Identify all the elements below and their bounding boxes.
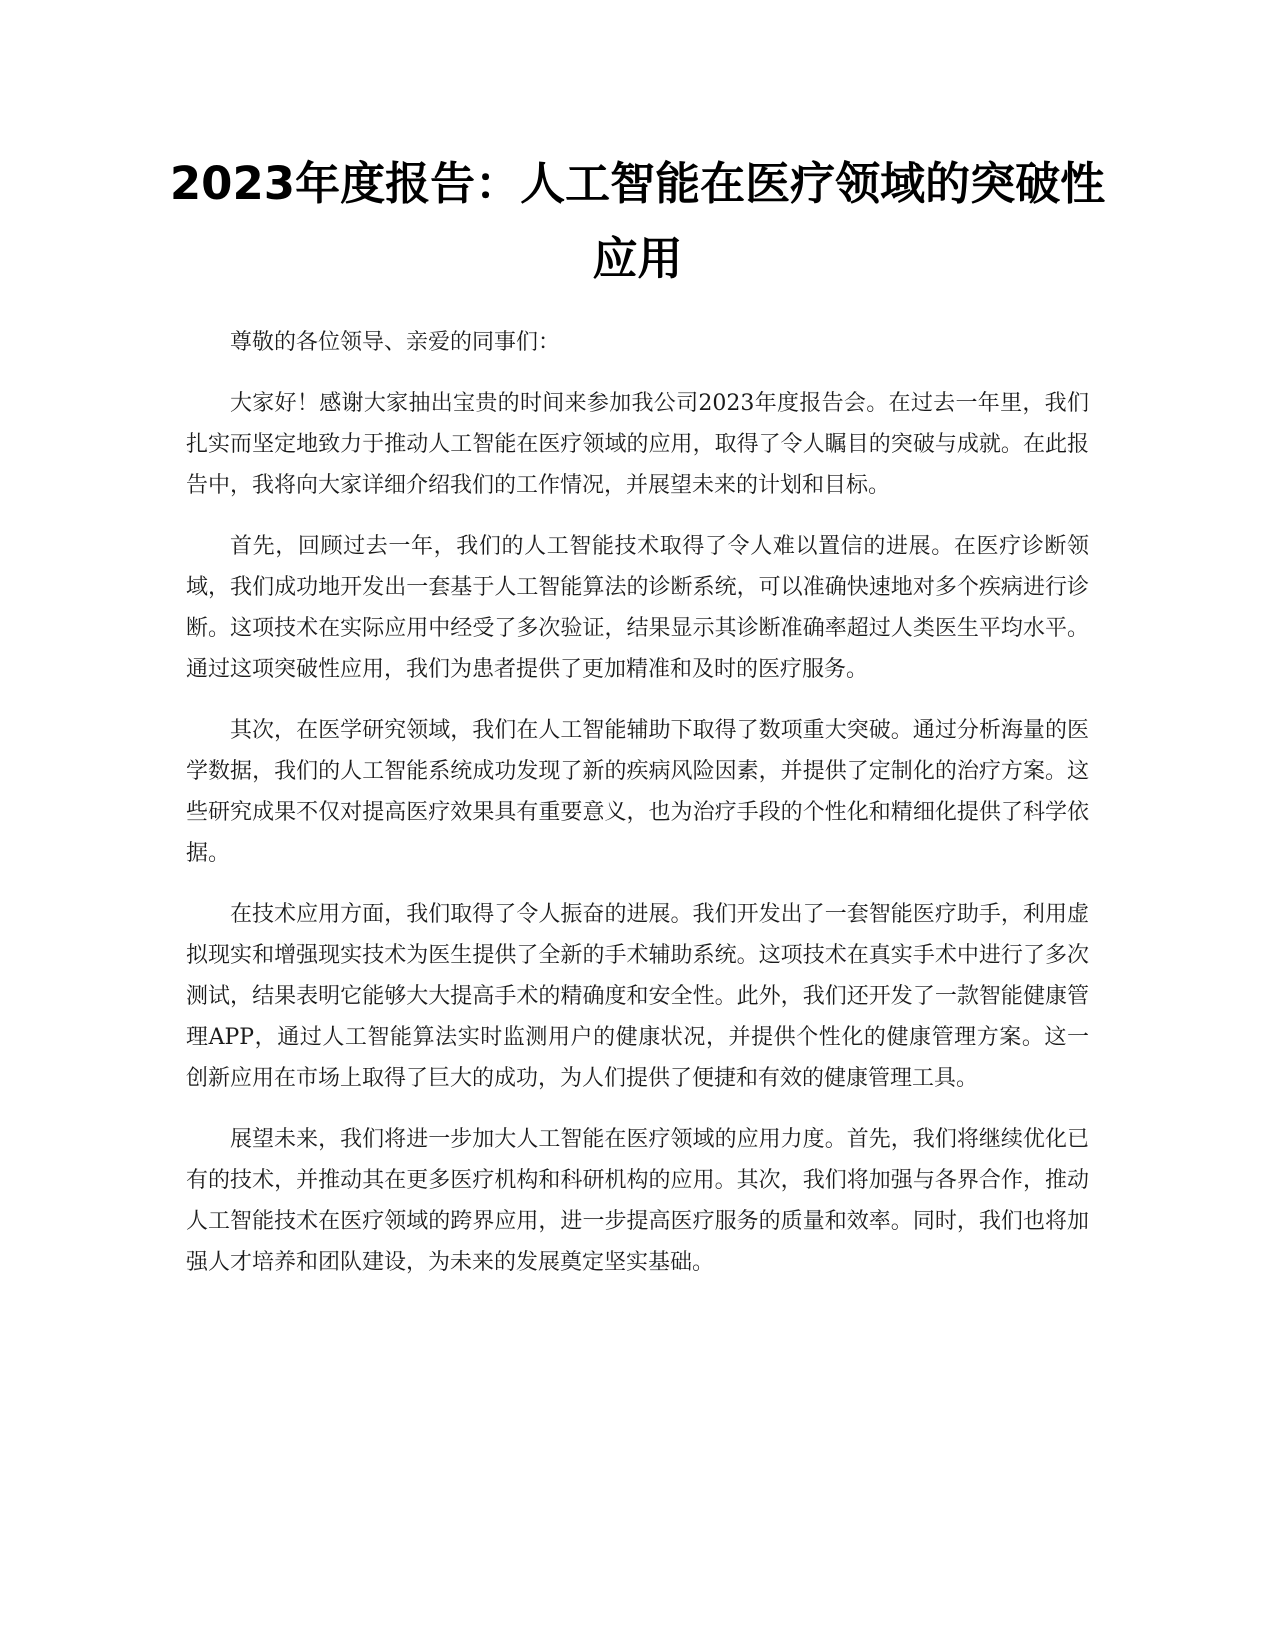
intro-paragraph: 大家好！感谢大家抽出宝贵的时间来参加我公司2023年度报告会。在过去一年里，我们扎实而坚定地致力于推动人工智能在医疗领域的应用，取得了令人瞩目的突破与成就。在此报告中，我将向大家详细介绍我们的工作情况，并展望未来的计划和目标。	[186, 391, 1089, 498]
document-body	[186, 322, 1089, 1303]
salutation-paragraph: 尊敬的各位领导、亲爱的同事们：	[230, 330, 561, 355]
research-paragraph: 其次，在医学研究领域，我们在人工智能辅助下取得了数项重大突破。通过分析海量的医学数据，我们的人工智能系统成功发现了新的疾病风险因素，并提供了定制化的治疗方案。这些研究成果不仅对提高医疗效果具有重要意义，也为治疗手段的个性化和精细化提供了科学依据。	[186, 718, 1089, 866]
document-title: 2023年度报告：人工智能在医疗领域的突破性应用	[169, 157, 1106, 285]
application-paragraph: 在技术应用方面，我们取得了令人振奋的进展。我们开发出了一套智能医疗助手，利用虚拟现实和增强现实技术为医生提供了全新的手术辅助系统。这项技术在真实手术中进行了多次测试，结果表明它能够大大提高手术的精确度和安全性。此外，我们还开发了一款智能健康管理APP，通过人工智能算法实时监测用户的健康状况，并提供个性化的健康管理方案。这一创新应用在市场上取得了巨大的成功，为人们提供了便捷和有效的健康管理工具。	[186, 902, 1089, 1091]
outlook-paragraph: 展望未来，我们将进一步加大人工智能在医疗领域的应用力度。首先，我们将继续优化已有的技术，并推动其在更多医疗机构和科研机构的应用。其次，我们将加强与各界合作，推动人工智能技术在医疗领域的跨界应用，进一步提高医疗服务的质量和效率。同时，我们也将加强人才培养和团队建设，为未来的发展奠定坚实基础。	[186, 1127, 1089, 1275]
diagnosis-paragraph: 首先，回顾过去一年，我们的人工智能技术取得了令人难以置信的进展。在医疗诊断领域，我们成功地开发出一套基于人工智能算法的诊断系统，可以准确快速地对多个疾病进行诊断。这项技术在实际应用中经受了多次验证，结果显示其诊断准确率超过人类医生平均水平。通过这项突破性应用，我们为患者提供了更加精准和及时的医疗服务。	[186, 534, 1089, 682]
